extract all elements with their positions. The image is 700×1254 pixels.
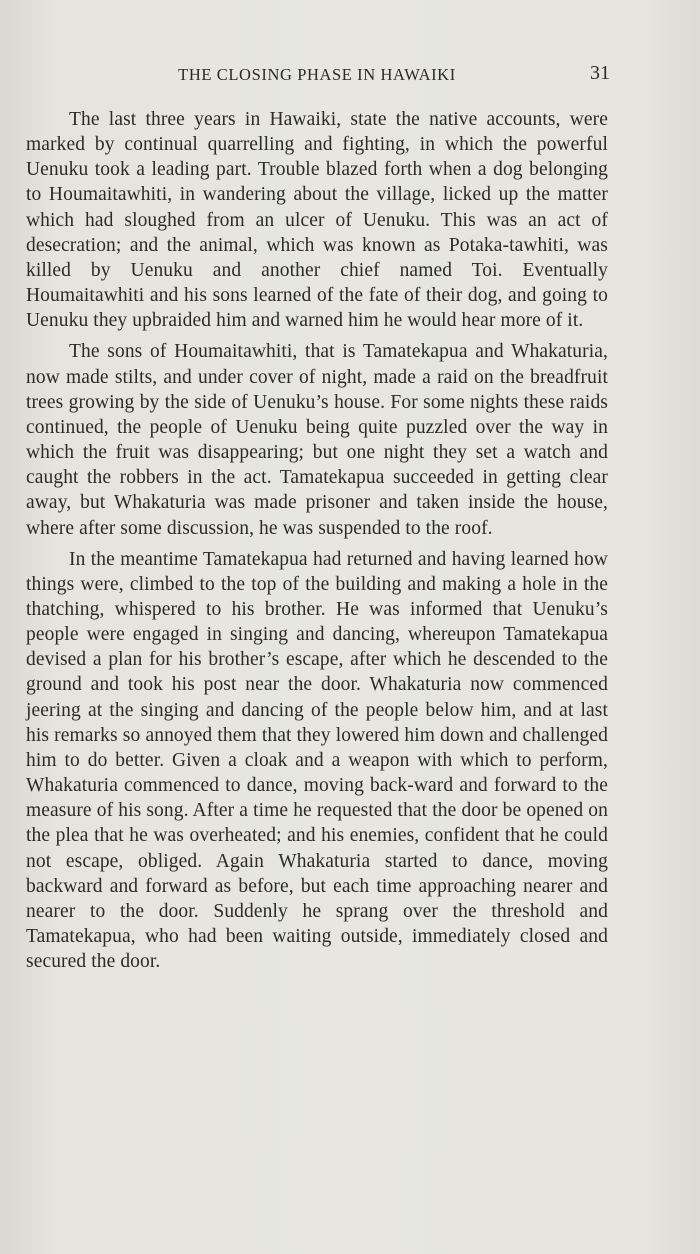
paragraph: The sons of Houmaitawhiti, that is Tamatekapua and Whakaturia, now made stilts, and under cover of night, made a raid on the breadfruit trees growing by the side of Uenuku’s house. For some nights these raids continued, the people of Uenuku being quite puzzled over the way in which the fruit was disappearing; but one night they set a watch and caught the robbers in the act. Tamatekapua succeeded in getting clear away, but Whakaturia was made prisoner and taken inside the house, where after some discussion, he was suspended to the roof. — [26, 341, 608, 539]
paragraph: In the meantime Tamatekapua had returned and having learned how things were, climbed to the top of the building and making a hole in the thatching, whispered to his brother. He was informed that Uenuku’s people were engaged in singing and dancing, whereupon Tamatekapua devised a plan for his brother’s escape, after which he descended to the ground and took his post near the door. Whakaturia now commenced jeering at the singing and dancing of the people below him, and at last his remarks so annoyed them that they lowered him down and challenged him to do better. Given a cloak and a weapon with which to perform, Whakaturia commenced to dance, moving back-ward and forward to the measure of his song. After a time he requested that the door be opened on the plea that he was overheated; and his enemies, confident that he could not escape, obliged. Again Whakaturia started to dance, moving backward and forward as before, but each time approaching nearer and nearer to the door. Suddenly he sprang over the threshold and Tamatekapua, who had been waiting outside, immediately closed and secured the door. — [26, 548, 608, 973]
body-text — [26, 107, 608, 974]
page-number: 31 — [590, 62, 610, 84]
running-header — [24, 62, 610, 90]
paragraph: The last three years in Hawaiki, state the native accounts, were marked by continual quarrelling and fighting, in which the powerful Uenuku took a leading part. Trouble blazed forth when a dog belonging to Houmaitawhiti, in wandering about the village, licked up the matter which had sloughed from an ulcer of Uenuku. This was an act of desecration; and the animal, which was known as Potaka-tawhiti, was killed by Uenuku and another chief named Toi. Eventually Houmaitawhiti and his sons learned of the fate of their dog, and going to Uenuku they upbraided him and warned him he would hear more of it. — [26, 109, 608, 332]
running-title: THE CLOSING PHASE IN HAWAIKI — [178, 65, 456, 84]
